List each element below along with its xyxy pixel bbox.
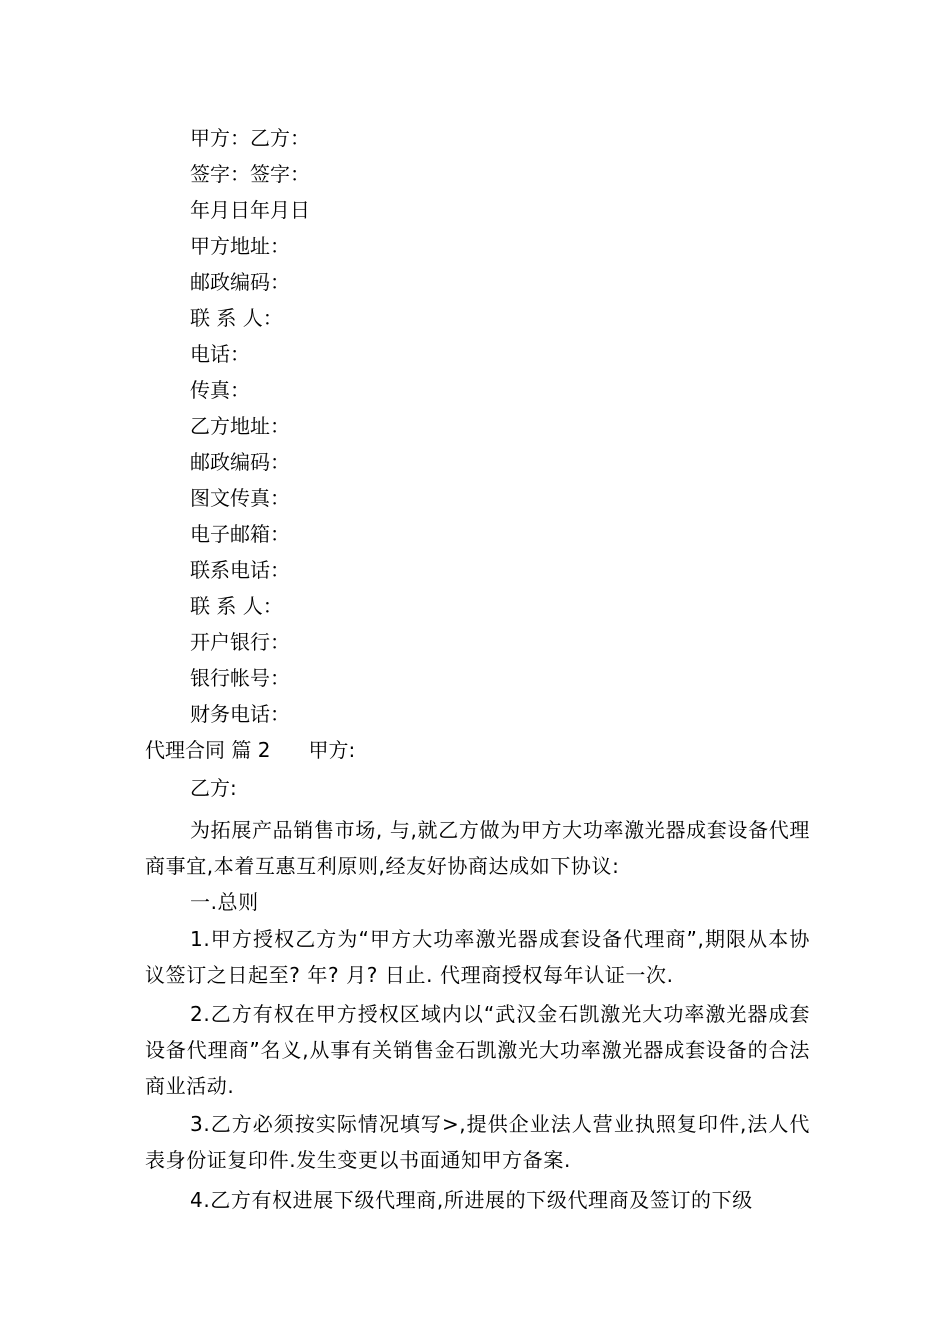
date-line: 年月日年月日 xyxy=(190,198,310,222)
general-heading: 一.总则 xyxy=(190,890,259,914)
party-b-label: 乙方: xyxy=(190,776,237,800)
bank-label: 开户银行： xyxy=(190,630,290,654)
party-b-postcode-label: 邮政编码： xyxy=(190,450,290,474)
party-b-contact-label: 联 系 人： xyxy=(190,594,283,618)
party-a-phone-label: 电话： xyxy=(190,342,250,366)
section-heading-row xyxy=(145,738,355,762)
finance-phone-label: 财务电话： xyxy=(190,702,290,726)
signature-parties-line: 甲方：乙方： xyxy=(190,126,310,150)
section-title: 代理合同 篇 2 xyxy=(145,738,271,762)
party-b-email-label: 电子邮箱： xyxy=(190,522,290,546)
bank-account-label: 银行帐号： xyxy=(190,666,290,690)
clause-1: 1.甲方授权乙方为“甲方大功率激光器成套设备代理商”,期限从本协议签订之日起至? 年? 月? 日止. 代理商授权每年认证一次. xyxy=(145,927,810,987)
party-a-postcode-label: 邮政编码： xyxy=(190,270,290,294)
clause-3: 3.乙方必须按实际情况填写>,提供企业法人营业执照复印件,法人代表身份证复印件.发生变更以书面通知甲方备案. xyxy=(145,1112,810,1172)
party-a-address-label: 甲方地址： xyxy=(190,234,290,258)
party-b-phone-label: 联系电话： xyxy=(190,558,290,582)
party-a-contact-label: 联 系 人： xyxy=(190,306,283,330)
party-a-fax-label: 传真： xyxy=(190,378,250,402)
clause-4: 4.乙方有权进展下级代理商,所进展的下级代理商及签订的下级 xyxy=(190,1188,753,1212)
clause-2: 2.乙方有权在甲方授权区域内以“武汉金石凯激光大功率激光器成套设备代理商”名义,从事有关销售金石凯激光大功率激光器成套设备的合法商业活动. xyxy=(145,1002,810,1098)
party-b-fax-label: 图文传真： xyxy=(190,486,290,510)
intro-paragraph: 为拓展产品销售市场, 与,就乙方做为甲方大功率激光器成套设备代理商事宜,本着互惠互利原则,经友好协商达成如下协议: xyxy=(145,818,810,878)
signature-line: 签字：签字： xyxy=(190,162,310,186)
party-a-label: 甲方: xyxy=(308,738,356,762)
party-b-address-label: 乙方地址： xyxy=(190,414,290,438)
